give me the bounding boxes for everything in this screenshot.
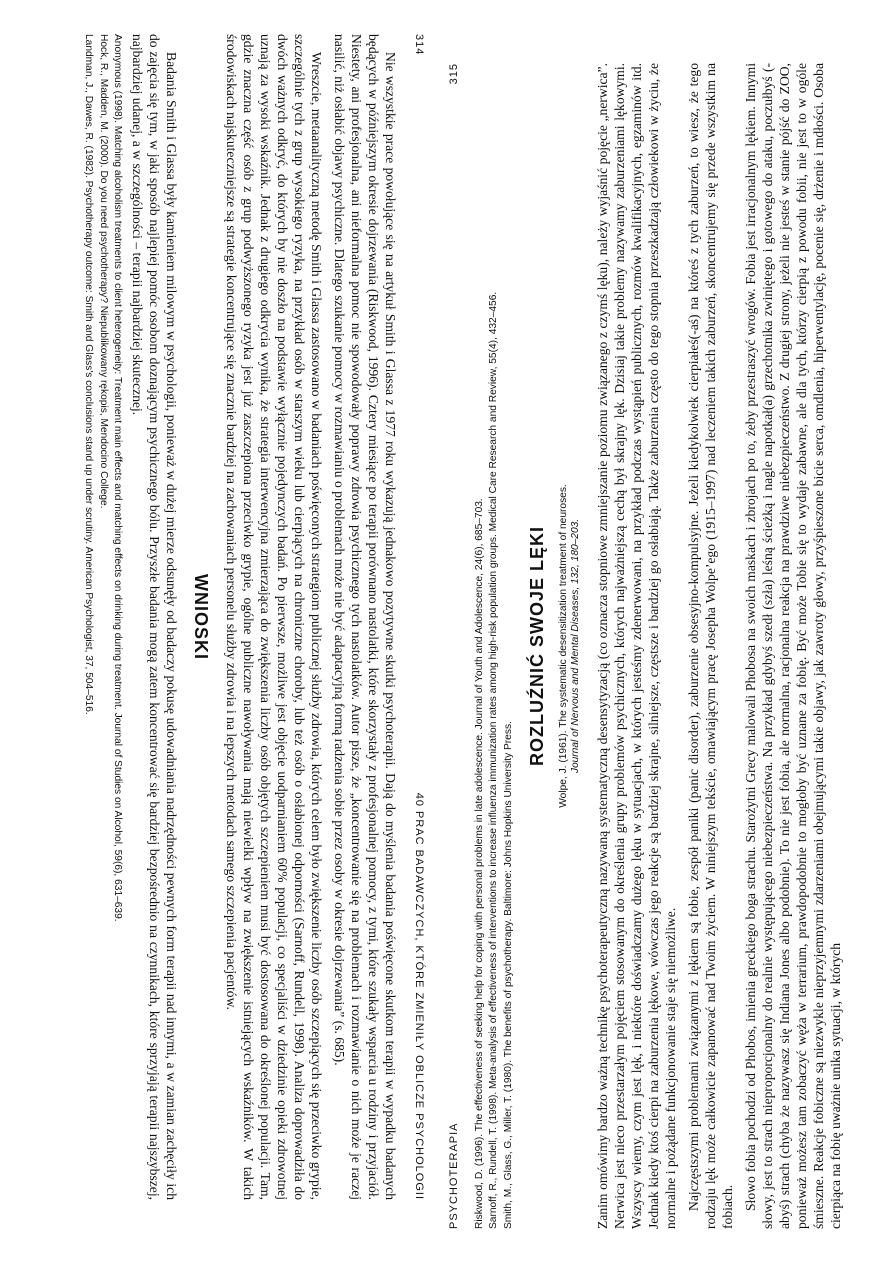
reference-item: Hock, R., Madden, M. (2000). Do you need psychotherapy? Niepublikowany rękopis, Mendocino College. <box>97 34 109 509</box>
left-page-number: 314 <box>413 34 425 56</box>
conclusion-paragraph: Badania Smith i Glassa były kamieniem milowym w psychologii, ponieważ w dużej mierze odsunęły od badaczy pokusę udowadniania nadrzędności pewnych form terapii nad innymi, a w zamian zachęciły ich do zajęcia się tym, w jaki sposób najlepiej pomóc osobom doznającym psychicznego bólu. Przyszłe badania mogą zatem koncentrować się bardziej bezpośrednio na czynnikach, które sprzyjają terapii najszybszej, najbardziej udanej, a w szczególności – terapii najbardziej skutecznej. <box>130 34 179 1200</box>
reference-item: Riskwood, D. (1996). The effectiveness of seeking help for coping with personal problems in late adolescence. Journal of Youth and Adolescence, 24(6), 685–703. <box>474 498 485 1229</box>
cited-work-line-1: Wolpe, J. (1961). The systematic desensitization treatment of neuroses. <box>558 484 570 808</box>
left-running-title: 40 PRAC BADAWCZYCH, KTÓRE ZMIENIŁY OBLICZE PSYCHOLOGII <box>413 792 425 1200</box>
section-title-rozluznic: ROZLUŹNIĆ SWOJE LĘKI <box>527 526 548 766</box>
reference-item: Anonymous (1998). Matching alcoholism treatments to client heterogeneity: Treatment main effects and matching effects on drinking during treatment. Journal of Studies on Alcohol, 59(6), 631–639. <box>112 34 123 922</box>
left-references <box>82 34 123 1200</box>
right-paragraph-3: Słowo fobia pochodzi od Phobos, imienia greckiego boga strachu. Starożytni Grecy malowali Phobosa na swoich maskach i zbrojach po to, żeby przestraszyć wrogów. Fobia jest irracjonalnym lękiem. Innymi słowy, jest to strach nieproporcjonalny do realnie występującego niebezpieczeństwa. Na przykład gdybyś szedł (szła) leśną ścieżką i nagle napotkał(a) grzechotnika zwiniętego i gotowego do ataku, poczułbyś (-abyś) strach (chyba że nazywasz się Indiana Jones albo podobnie). To nie jest fobia, ale normalna, racjonalna reakcja na prawdziwe niebezpieczeństwo. Z drugiej strony, jeżeli nie jesteś w stanie pójść do ZOO, ponieważ możesz tam zobaczyć węża w terrarium, prawdopodobnie to mogłoby być uznane za fobię. Być może Tobie się to wydaje zabawne, ale dla tych, którzy cierpią z powodu fobii, nie jest to w ogóle śmieszne. Reakcje fobiczne są niezwykle nieprzyjemnymi zdarzeniami obejmującymi takie objawy, jak zawroty głowy, przyśpieszone bicie serca, omdlenia, hiperwentylację, pocenie się, drżenie i mdłości. Osoba cierpiąca na fobię uważnie unika sytuacji, w których <box>743 63 844 1229</box>
left-page <box>13 10 433 1240</box>
left-paragraph-1: Nie wszystkie prace powołujące się na artykuł Smith i Glassa z 1977 roku wykazują jednakowo pozytywne skutki psychoterapii. Dają do myślenia badania poświęcone skutkom terapii w wypadku badanych będących w późniejszym okresie dojrzewania (Riskwood, 1996). Cztery miesiące po terapii porównano nastolatki, które skorzystały z profesjonalnej pomocy, z tymi, które szukały wsparcia u rodziny i przyjaciół. Niestety, ani profesjonalna, ani nieformalna pomoc nie spowodowały poprawy zdrowia psychicznego tych nastolatków. Autor pisze, że „koncentrowanie się na problemach i rozmawianie o nich może je raczej nasilić, niż osłabić objawy psychiczne. Dlatego szukanie pomocy w rozmawianiu o problemach może nie być adaptacyjną formą radzenia sobie przez osoby w okresie dojrzewania” (s. 685). <box>332 34 398 1200</box>
right-running-title: PSYCHOTERAPIA <box>448 1122 460 1229</box>
section-title-wnioski: WNIOSKI <box>191 574 211 660</box>
reference-item: Landman, J., Dawes, R. (1982). Psychotherapy outcome: Smith and Glass's conclusions stand up under scrutiny. American Psychologist, 37, 504–516. <box>83 34 95 715</box>
right-paragraph-1: Zanim omówimy bardzo ważną technikę psychoterapeutyczną nazywaną systematyczną desensytyzacją (co oznacza stopniowe zmniejszanie poziomu związanego z czymś lęku), należy wyjaśnić pojęcie „nerwica”. Nerwica jest nieco przestarzałym pojęciem stosowanym do określenia grupy problemów psychicznych, których najważniejszą cechą był skrajny lęk. Dzisiaj takie problemy nazywamy zaburzeniami lękowymi. Wszyscy wiemy, czym jest lęk, i niektóre doświadczamy dużego lęku w sytuacjach, w których jesteśmy zdenerwowani, na przykład podczas wystąpień publicznych, rozmów kwalifikacyjnych, egzaminów itd. Jednak kiedy ktoś cierpi na zaburzenia lękowe, wówczas jego reakcje są bardziej skrajne, silniejsze, częstsze i bardziej go osłabiają. Także zaburzenia często do tego stopnia przeszkadzają człowiekowi w życiu, że normalne i pożądane funkcjonowanie staje się niemożliwe. <box>595 63 679 1229</box>
right-running-header <box>448 63 460 1229</box>
left-running-header <box>413 34 425 1200</box>
cited-work-line-2: Journal of Nervous and Mental Diseases, 132, 180–203. <box>570 518 582 774</box>
right-paragraph-2: Najczęstszymi problemami związanymi z lękiem są fobie, zespół paniki (panic disorder), zaburzenie obsesyjno-kompulsyjne. Jeżeli kiedykolwiek cierpiałeś(-aś) na któreś z tych zaburzeń, to wiesz, że tego rodzaju lęk może całkowicie zapanować nad Twoim życiem. W niniejszym tekście, omawiającym pracę Josepha Wolpe’ego (1915–1997) nad leczeniem takich zaburzeń, skoncentrujemy się przede wszystkim na fobiach. <box>686 63 736 1229</box>
right-page-number: 315 <box>448 63 460 85</box>
right-references <box>474 63 515 1229</box>
left-paragraph-2: Wreszcie, metaanalityczną metodę Smith i Glassa zastosowano w badaniach poświęconych strategiom publicznej służby zdrowia, których celem było zwiększenie liczby osób szczepiących się przeciwko grypie, szczególnie tych z grup wysokiego ryzyka, na przykład osób w starszym wieku lub cierpiących na chroniczne choroby, lub też osób o osłabionej odporności (Sarnoff, Rundell, 1998). Analiza doprowadziła do dwóch ważnych odkryć, do których by nie doszło na podstawie wyłącznie pojedynczych badań. Po pierwsze, możliwe jest objęcie uodparnianiem 60% populacji, co specjaliści w dziedzinie opieki zdrowotnej uznają za wysoki wskaźnik. Jednak z drugiego odkrycia wynika, że strategia interwencyjna zmierzająca do zwiększenia liczby osób objętych szczepieniem musi być dostosowana do określonej populacji. Tam, gdzie znaczna część osób z grup podwyższonego ryzyka jest już zaszczepiona przeciwko grypie, ogólne publiczne nawoływania mają niewielki wpływ na zwiększenie istniejących wskaźników. W takich środowiskach najskuteczniejsze są strategie koncentrujące się znacznie bardziej na zachowaniach personelu służby zdrowia i na lepszych metodach samego szczepienia pacjentów. <box>224 34 324 1200</box>
right-page <box>440 23 880 1253</box>
reference-item: Sarnoff, R., Rundell, T. (1998). Meta-analysis of effectiveness of interventions to increase influenza immunization rates among high-risk population groups. Medical Care Research and Review, 55(4), 432–456. <box>488 291 500 1229</box>
reference-item: Smith, M., Glass, G., Miller, T. (1980). The benefits of psychotherapy. Baltimore: Johns Hopkins University Press. <box>502 721 514 1229</box>
